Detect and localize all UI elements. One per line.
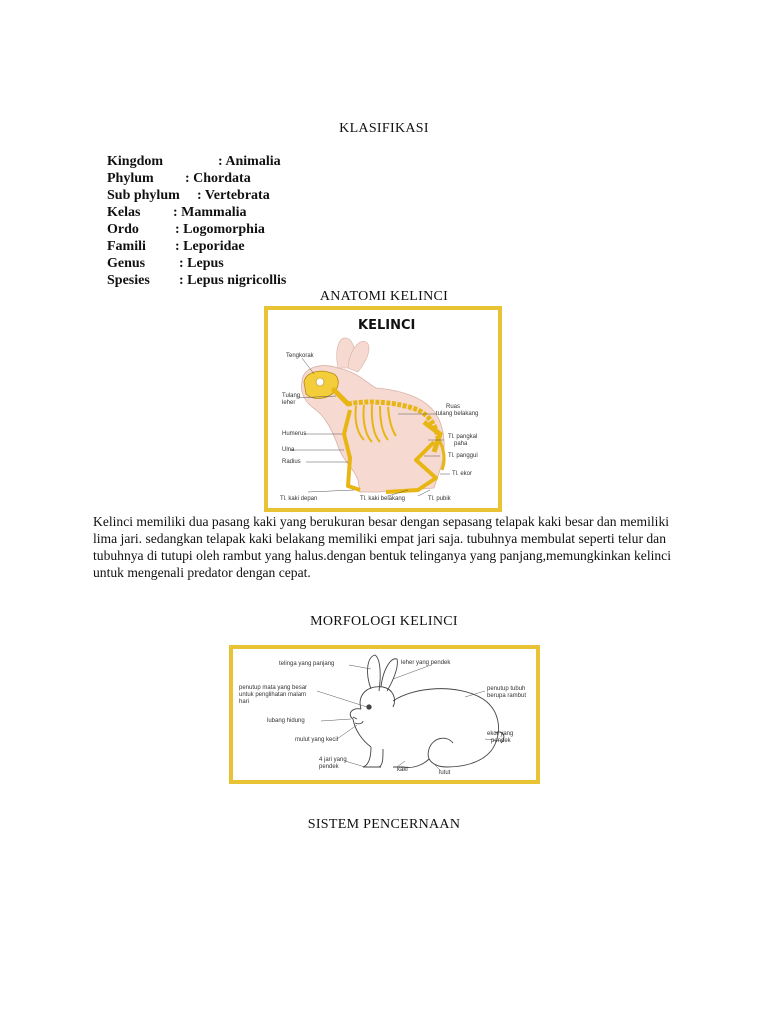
label-pubik: Tl. pubik: [428, 496, 451, 502]
label-ruas-2: tulang belakang: [436, 411, 479, 417]
label-ekor: Tl. ekor: [452, 471, 473, 477]
label-tulang-leher-1: Tulang: [282, 393, 301, 399]
label-ekor-1: ekor yang: [487, 731, 514, 737]
heading-morfologi: MORFOLOGI KELINCI: [310, 614, 458, 629]
label-jari-2: pendek: [319, 764, 339, 770]
label-telinga: telinga yang panjang: [279, 661, 335, 667]
label-mulut: mulut yang kecil: [295, 737, 339, 743]
classification-label: Kelas: [107, 205, 141, 220]
label-lutut: lutut: [439, 770, 451, 776]
label-radius: Radius: [282, 459, 301, 465]
classification-label: Spesies: [107, 273, 150, 288]
label-ekor-2: pendek: [491, 738, 511, 744]
classification-value: : Mammalia: [173, 205, 247, 220]
label-ruas-1: Ruas: [446, 404, 461, 410]
label-kaki: kaki: [397, 767, 408, 773]
label-ulna: Ulna: [282, 447, 295, 453]
label-tulang-leher-2: leher: [282, 400, 296, 406]
anatomy-figure: [264, 306, 502, 512]
classification-label: Famili: [107, 239, 146, 254]
classification-value: : Vertebrata: [197, 188, 270, 203]
label-humerus: Humerus: [282, 431, 307, 437]
classification-label: Kingdom: [107, 154, 164, 169]
label-panggul: Tl. panggul: [448, 453, 478, 459]
label-mata-2: untuk penglihatan malam: [239, 692, 307, 698]
classification-value: : Lepus nigricollis: [179, 273, 287, 288]
rabbit-outline-illustration: [233, 649, 536, 780]
label-leher: leher yang pendek: [401, 660, 451, 666]
label-tubuh-2: berupa rambut: [487, 693, 527, 699]
classification-label: Genus: [107, 256, 146, 271]
anatomy-figure-title: KELINCI: [358, 318, 416, 333]
classification-value: : Lepus: [179, 256, 224, 271]
label-tubuh-1: penutup tubuh: [487, 686, 526, 692]
body-paragraph: Kelinci memiliki dua pasang kaki yang berukuran besar dengan sepasang telapak kaki besar dan memiliki lima jari. sedangkan telapak kaki belakang memiliki empat jari saja. tubuhnya membulat seperti telur dan tubuhnya di tutupi oleh rambut yang halus.dengan bentuk telinganya yang panjang,memungkinkan kelinci untuk mengenali predator dengan cepat.: [93, 514, 671, 580]
classification-value: : Logomorphia: [175, 222, 265, 237]
rabbit-skeleton-illustration: [268, 310, 498, 508]
heading-klasifikasi: KLASIFIKASI: [339, 121, 429, 136]
heading-pencernaan: SISTEM PENCERNAAN: [307, 817, 461, 832]
heading-anatomi: ANATOMI KELINCI: [319, 289, 449, 304]
label-pangkal-1: Tl. pangkal: [448, 434, 478, 440]
classification-label: Phylum: [107, 171, 154, 186]
classification-label: Sub phylum: [107, 188, 180, 203]
classification-value: : Leporidae: [175, 239, 245, 254]
classification-value: : Chordata: [185, 171, 251, 186]
label-mata-3: hari: [239, 699, 250, 705]
classification-value: : Animalia: [218, 154, 281, 169]
label-mata-1: penutup mata yang besar: [239, 685, 308, 691]
label-pangkal-2: paha: [454, 441, 468, 447]
label-tengkorak: Tengkorak: [286, 353, 314, 359]
label-kaki-belakang: Tl. kaki belakang: [360, 496, 406, 502]
label-jari-1: 4 jari yang: [319, 757, 347, 763]
classification-label: Ordo: [107, 222, 139, 237]
label-hidung: lubang hidung: [267, 718, 305, 724]
morphology-figure: [229, 645, 540, 784]
label-kaki-depan: Tl. kaki depan: [280, 496, 318, 502]
